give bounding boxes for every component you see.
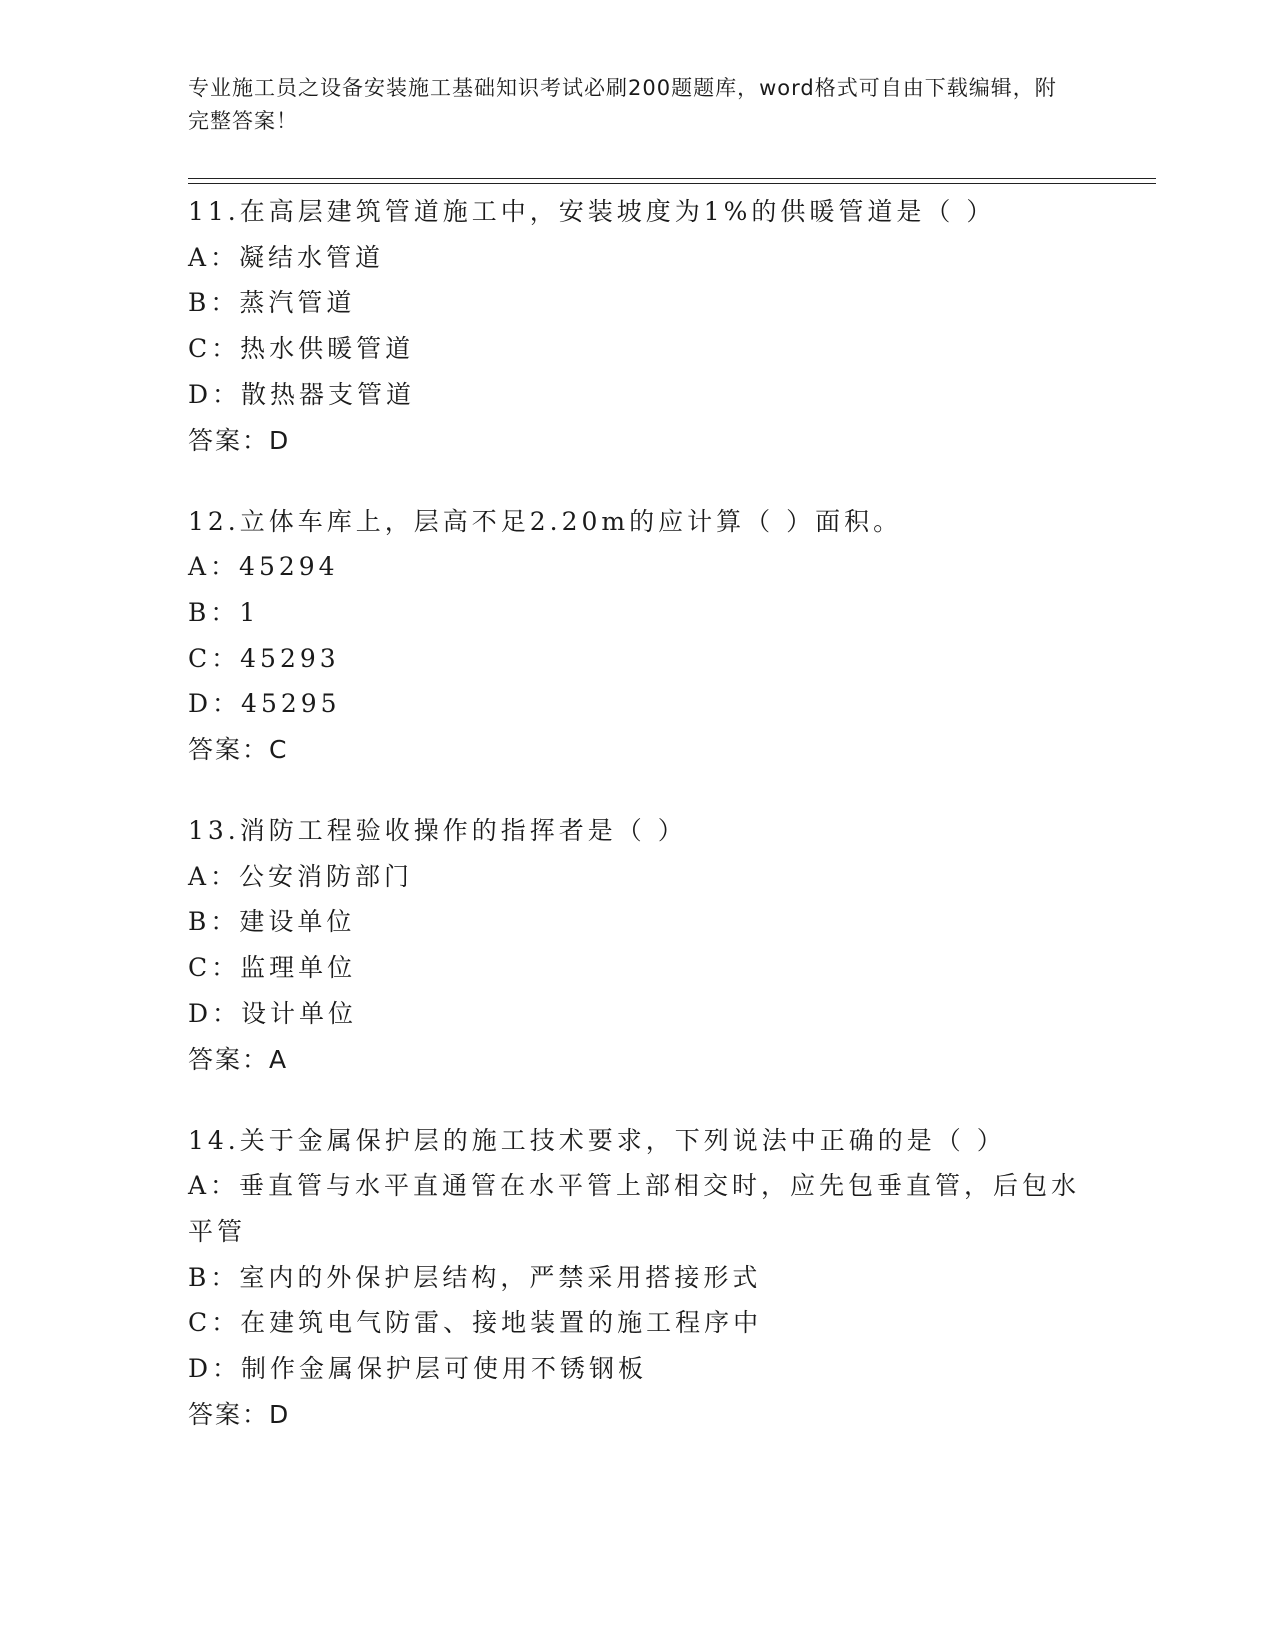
- option-a: A：公安消防部门: [188, 861, 414, 891]
- option-b: B：1: [188, 597, 260, 627]
- answer-line: 答案：A: [188, 1044, 289, 1074]
- header-divider-top: [188, 178, 1156, 179]
- option-c: C：在建筑电气防雷、接地装置的施工程序中: [188, 1308, 763, 1338]
- option-a: A：凝结水管道: [188, 242, 385, 272]
- option-a: A：垂直管与水平直通管在水平管上部相交时，应先包垂直管，后包水平管: [188, 1171, 1081, 1246]
- option-a: A：45294: [188, 552, 339, 582]
- answer-line: 答案：D: [188, 425, 291, 455]
- question-11: [188, 189, 1088, 463]
- question-list: [188, 189, 1088, 1473]
- option-d: D：设计单位: [188, 998, 358, 1028]
- answer-line: 答案：C: [188, 735, 289, 765]
- option-b: B：室内的外保护层结构，严禁采用搭接形式: [188, 1262, 762, 1292]
- answer-line: 答案：D: [188, 1399, 291, 1429]
- question-stem: 11.在高层建筑管道施工中，安装坡度为1%的供暖管道是（ ）: [188, 197, 996, 226]
- question-stem: 12.立体车库上，层高不足2.20m的应计算（ ）面积。: [188, 506, 903, 536]
- option-c: C：监理单位: [188, 953, 357, 983]
- option-c: C：45293: [188, 643, 340, 673]
- option-d: D：45295: [188, 689, 341, 719]
- question-stem: 14.关于金属保护层的施工技术要求，下列说法中正确的是（ ）: [188, 1125, 1006, 1155]
- option-b: B：建设单位: [188, 907, 356, 937]
- question-stem: 13.消防工程验收操作的指挥者是（ ）: [188, 816, 687, 846]
- option-d: D：制作金属保护层可使用不锈钢板: [188, 1354, 648, 1384]
- question-14: [188, 1118, 1088, 1437]
- header-divider-bottom: [188, 183, 1156, 184]
- question-13: [188, 808, 1088, 1082]
- option-b: B：蒸汽管道: [188, 288, 356, 318]
- option-c: C：热水供暖管道: [188, 334, 415, 364]
- document-header: 专业施工员之设备安装施工基础知识考试必刷200题题库，word格式可自由下载编辑，附完整答案！: [188, 76, 1057, 133]
- question-12: [188, 499, 1088, 773]
- option-d: D：散热器支管道: [188, 379, 416, 409]
